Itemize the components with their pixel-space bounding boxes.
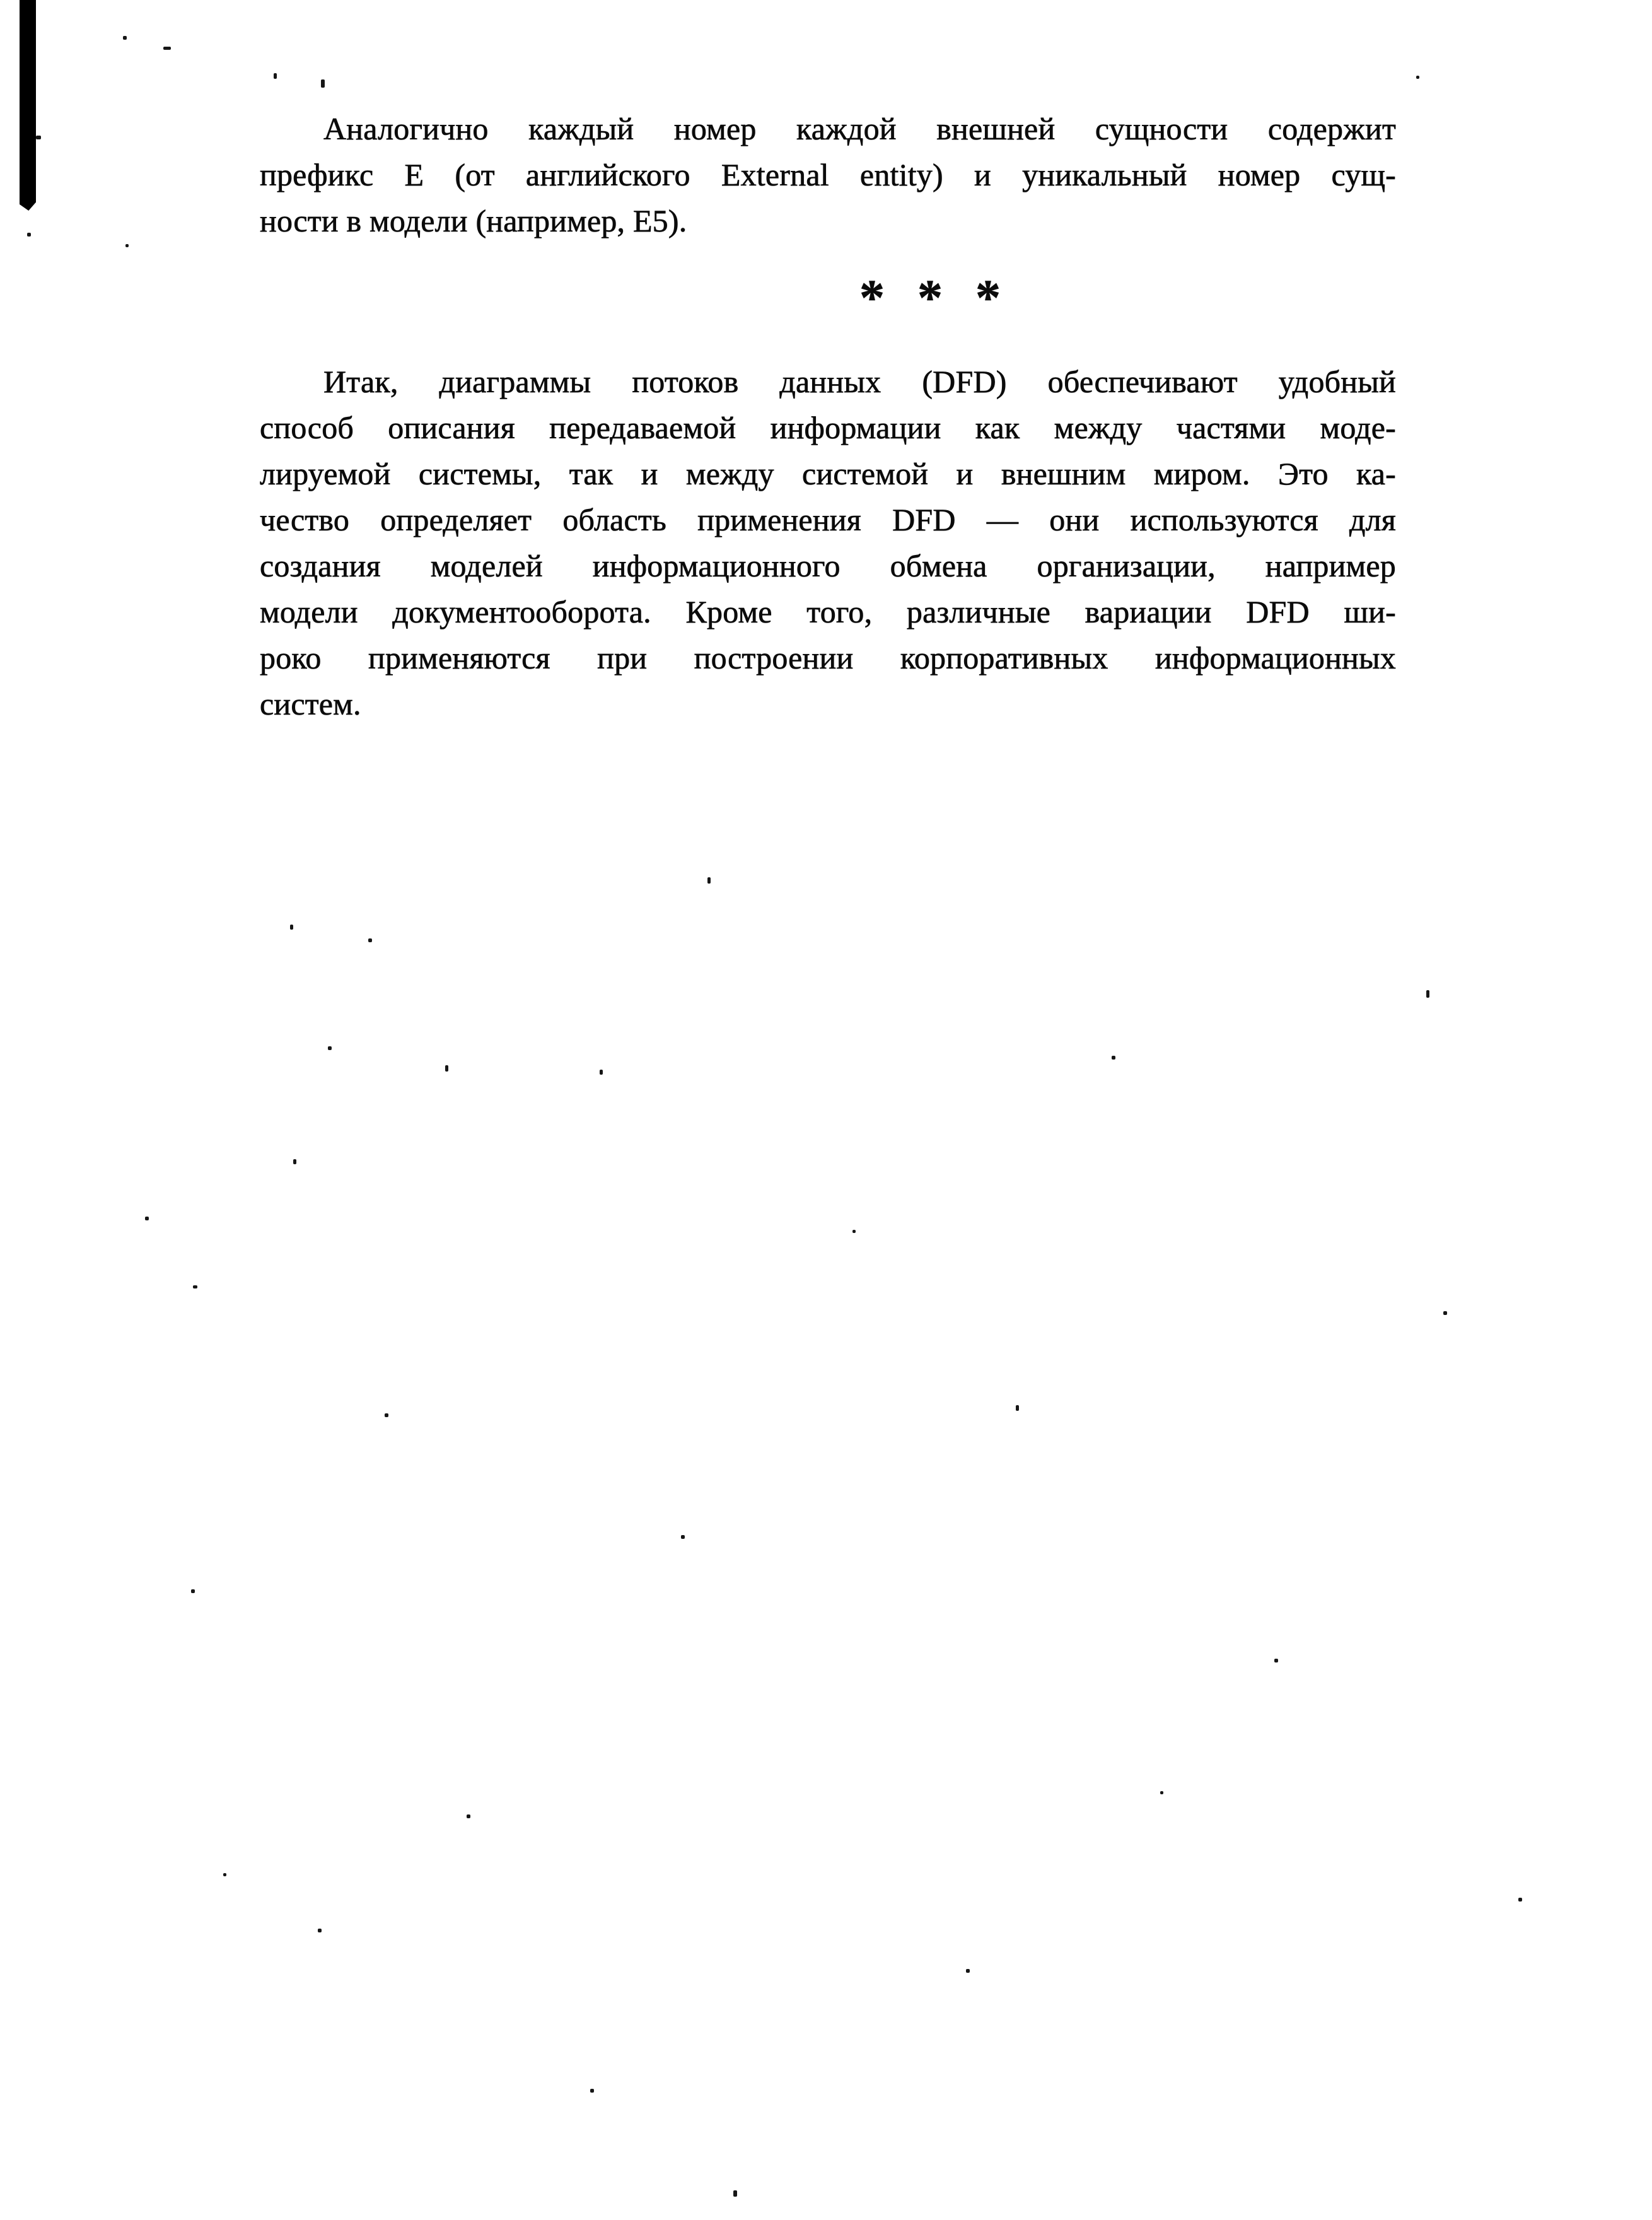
scan-speck (125, 244, 129, 247)
scan-speck (123, 36, 127, 40)
scan-speck (27, 233, 31, 237)
text-line: создания моделей информационного обмена организации, например (260, 548, 1396, 583)
scan-speck (681, 1535, 685, 1539)
scan-speck (733, 2190, 737, 2197)
scan-speck (1416, 76, 1419, 79)
scan-speck (36, 136, 41, 139)
scan-speck (852, 1230, 856, 1233)
scan-speck (1016, 1405, 1019, 1411)
scan-speck (1112, 1056, 1115, 1060)
scan-speck (191, 1589, 195, 1593)
scan-speck (1518, 1898, 1522, 1902)
scan-speck (293, 1159, 296, 1164)
scan-speck (445, 1065, 448, 1072)
scan-speck (193, 1285, 197, 1288)
text-line: лируемой системы, так и между системой и внешним миром. Это ка- (260, 456, 1396, 491)
scan-speck (274, 73, 277, 79)
scan-speck (600, 1070, 603, 1075)
text-line: систем. (260, 686, 361, 722)
scan-speck (321, 79, 325, 88)
section-separator (260, 267, 1396, 337)
scan-speck (145, 1217, 149, 1220)
text-line: модели документооборота. Кроме того, различные вариации DFD ши- (260, 594, 1396, 629)
scan-speck (1426, 990, 1429, 998)
scan-speck (290, 925, 293, 930)
scan-speck (163, 47, 171, 50)
scan-speck (385, 1413, 388, 1417)
scan-speck (368, 938, 372, 942)
text-line: способ описания передаваемой информации как между частями моде- (260, 410, 1396, 445)
scan-speck (318, 1929, 322, 1932)
text-line: ности в модели (например, Е5). (260, 203, 687, 238)
text-line: Итак, диаграммы потоков данных (DFD) обеспечивают удобный (323, 364, 1396, 399)
scan-speck (1443, 1311, 1447, 1315)
scan-speck (1274, 1659, 1278, 1662)
scan-gutter-bar-artifact (20, 0, 36, 211)
scan-speck (1160, 1791, 1163, 1794)
paragraph-external-entity (260, 106, 1396, 244)
scan-speck (707, 877, 711, 884)
text-line: роко применяются при построении корпоративных информационных (260, 640, 1396, 675)
asterisk-separator: * * * (859, 271, 1011, 326)
text-line: Аналогично каждый номер каждой внешней сущности содержит (323, 111, 1396, 146)
paragraph-dfd-summary (260, 359, 1396, 727)
scan-speck (966, 1969, 970, 1973)
text-line: чество определяет область применения DFD — они используются для (260, 502, 1396, 537)
scan-speck (223, 1873, 226, 1876)
text-line: префикс Е (от английского External entity) и уникальный номер сущ- (260, 157, 1396, 192)
scan-speck (467, 1814, 470, 1818)
scan-speck (328, 1046, 332, 1050)
scan-speck (590, 2089, 594, 2093)
